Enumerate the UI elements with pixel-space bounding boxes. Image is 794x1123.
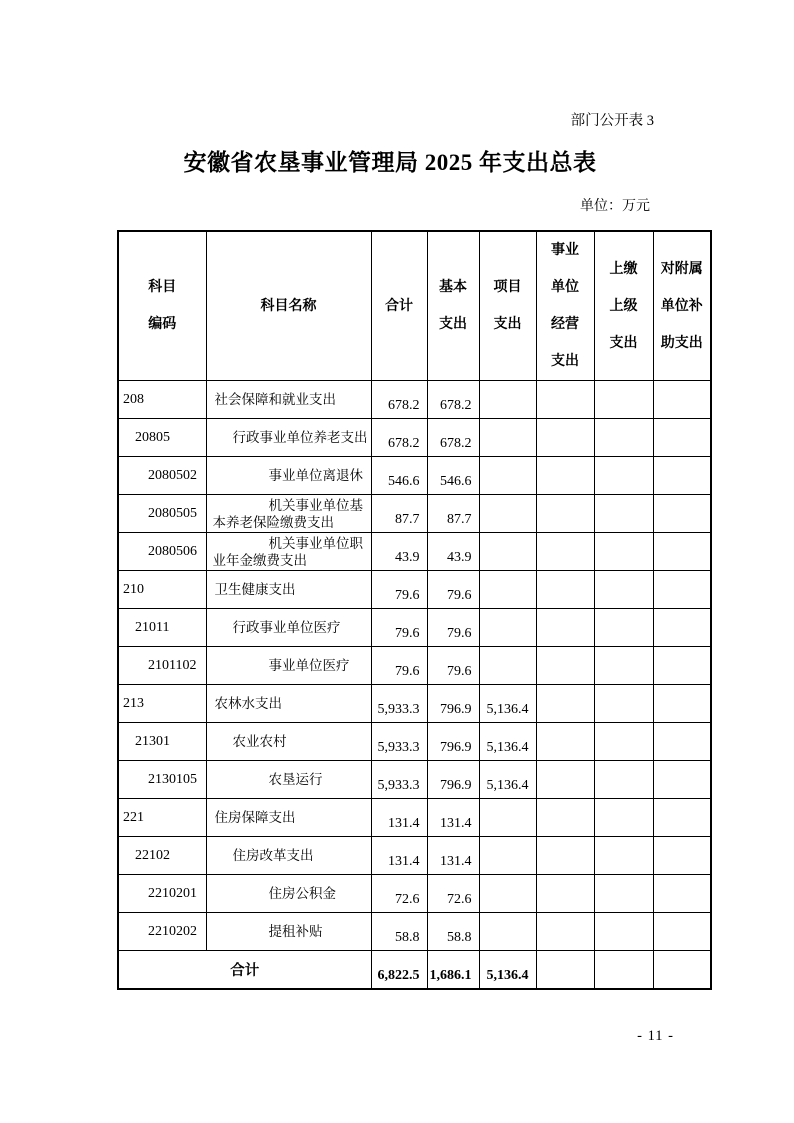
- table-row: [118, 685, 711, 723]
- subject-name-cell: 住房改革支出: [206, 837, 371, 875]
- total-value-cell-total: 6,822.5: [371, 951, 427, 989]
- value-cell-upper: [594, 913, 653, 951]
- subject-code-cell: 2210201: [118, 875, 206, 913]
- value-cell-project: [479, 381, 536, 419]
- column-header-code: 科目 编码: [118, 231, 206, 381]
- value-cell-basic: 43.9: [427, 533, 479, 571]
- value-cell-upper: [594, 457, 653, 495]
- value-cell-operating: [536, 533, 594, 571]
- value-cell-basic: 796.9: [427, 685, 479, 723]
- value-cell-upper: [594, 381, 653, 419]
- table-body: [118, 381, 711, 989]
- value-cell-upper: [594, 533, 653, 571]
- total-value-cell-upper: [594, 951, 653, 989]
- column-header-project: 项目 支出: [479, 231, 536, 381]
- value-cell-total: 5,933.3: [371, 761, 427, 799]
- table-row: [118, 609, 711, 647]
- subject-code-cell: 2101102: [118, 647, 206, 685]
- table-row: [118, 761, 711, 799]
- page-title: 安徽省农垦事业管理局 2025 年支出总表: [183, 150, 597, 175]
- subject-code-cell: 21011: [118, 609, 206, 647]
- value-cell-basic: 58.8: [427, 913, 479, 951]
- value-cell-operating: [536, 457, 594, 495]
- value-cell-project: 5,136.4: [479, 723, 536, 761]
- table-row: [118, 381, 711, 419]
- value-cell-total: 678.2: [371, 419, 427, 457]
- table-row: [118, 457, 711, 495]
- value-cell-affiliated: [653, 799, 711, 837]
- value-cell-project: [479, 533, 536, 571]
- column-header-total: 合计: [371, 231, 427, 381]
- column-header-affiliated: 对附属 单位补 助支出: [653, 231, 711, 381]
- column-header-operating: 事业 单位 经营 支出: [536, 231, 594, 381]
- table-header-row: [118, 231, 711, 381]
- value-cell-operating: [536, 799, 594, 837]
- total-value-cell-basic: 1,686.1: [427, 951, 479, 989]
- value-cell-affiliated: [653, 495, 711, 533]
- value-cell-affiliated: [653, 571, 711, 609]
- value-cell-basic: 796.9: [427, 723, 479, 761]
- value-cell-operating: [536, 761, 594, 799]
- subject-code-cell: 2080502: [118, 457, 206, 495]
- value-cell-operating: [536, 723, 594, 761]
- value-cell-upper: [594, 761, 653, 799]
- value-cell-upper: [594, 571, 653, 609]
- value-cell-upper: [594, 685, 653, 723]
- value-cell-total: 546.6: [371, 457, 427, 495]
- value-cell-basic: 796.9: [427, 761, 479, 799]
- value-cell-project: [479, 875, 536, 913]
- table-row: [118, 837, 711, 875]
- value-cell-basic: 131.4: [427, 799, 479, 837]
- subject-code-cell: 208: [118, 381, 206, 419]
- value-cell-operating: [536, 381, 594, 419]
- subject-name-cell: 社会保障和就业支出: [206, 381, 371, 419]
- value-cell-operating: [536, 609, 594, 647]
- subject-code-cell: 221: [118, 799, 206, 837]
- value-cell-upper: [594, 875, 653, 913]
- value-cell-basic: 546.6: [427, 457, 479, 495]
- expenditure-table: [117, 230, 712, 990]
- column-header-upper: 上缴 上级 支出: [594, 231, 653, 381]
- value-cell-total: 58.8: [371, 913, 427, 951]
- value-cell-upper: [594, 495, 653, 533]
- value-cell-total: 43.9: [371, 533, 427, 571]
- table-row: [118, 533, 711, 571]
- value-cell-affiliated: [653, 837, 711, 875]
- table-header: [118, 231, 711, 381]
- total-value-cell-affiliated: [653, 951, 711, 989]
- value-cell-upper: [594, 837, 653, 875]
- table-row: [118, 495, 711, 533]
- value-cell-operating: [536, 571, 594, 609]
- table-row: [118, 647, 711, 685]
- subject-name-cell: 事业单位医疗: [206, 647, 371, 685]
- value-cell-operating: [536, 647, 594, 685]
- value-cell-basic: 131.4: [427, 837, 479, 875]
- value-cell-basic: 72.6: [427, 875, 479, 913]
- subject-code-cell: 22102: [118, 837, 206, 875]
- value-cell-basic: 87.7: [427, 495, 479, 533]
- total-label-cell: 合计: [118, 951, 371, 989]
- value-cell-total: 131.4: [371, 837, 427, 875]
- value-cell-affiliated: [653, 457, 711, 495]
- value-cell-total: 678.2: [371, 381, 427, 419]
- value-cell-project: [479, 647, 536, 685]
- table-row: [118, 875, 711, 913]
- value-cell-total: 79.6: [371, 647, 427, 685]
- subject-code-cell: 213: [118, 685, 206, 723]
- table-row: [118, 913, 711, 951]
- total-value-cell-project: 5,136.4: [479, 951, 536, 989]
- subject-code-cell: 21301: [118, 723, 206, 761]
- value-cell-project: 5,136.4: [479, 761, 536, 799]
- value-cell-affiliated: [653, 913, 711, 951]
- value-cell-project: [479, 837, 536, 875]
- subject-code-cell: 2130105: [118, 761, 206, 799]
- subject-name-cell: 住房公积金: [206, 875, 371, 913]
- value-cell-affiliated: [653, 875, 711, 913]
- subject-name-cell: 行政事业单位养老支出: [206, 419, 371, 457]
- value-cell-affiliated: [653, 419, 711, 457]
- value-cell-project: [479, 457, 536, 495]
- value-cell-operating: [536, 875, 594, 913]
- subject-code-cell: 20805: [118, 419, 206, 457]
- subject-name-cell: 行政事业单位医疗: [206, 609, 371, 647]
- value-cell-total: 79.6: [371, 571, 427, 609]
- value-cell-affiliated: [653, 609, 711, 647]
- column-header-basic: 基本 支出: [427, 231, 479, 381]
- value-cell-project: [479, 495, 536, 533]
- value-cell-project: [479, 609, 536, 647]
- table-row: [118, 723, 711, 761]
- value-cell-total: 87.7: [371, 495, 427, 533]
- value-cell-basic: 678.2: [427, 381, 479, 419]
- page-number: - 11 -: [637, 1028, 674, 1044]
- value-cell-affiliated: [653, 647, 711, 685]
- subject-name-cell: 农业农村: [206, 723, 371, 761]
- subject-name-cell: 卫生健康支出: [206, 571, 371, 609]
- doc-label: 部门公开表 3: [570, 113, 654, 129]
- value-cell-project: [479, 571, 536, 609]
- subject-code-cell: 210: [118, 571, 206, 609]
- value-cell-basic: 79.6: [427, 609, 479, 647]
- subject-name-cell: 农垦运行: [206, 761, 371, 799]
- subject-name-cell: 事业单位离退休: [206, 457, 371, 495]
- subject-name-cell: 机关事业单位基本养老保险缴费支出: [206, 495, 371, 533]
- value-cell-upper: [594, 723, 653, 761]
- subject-name-cell: 住房保障支出: [206, 799, 371, 837]
- value-cell-affiliated: [653, 533, 711, 571]
- subject-code-cell: 2080505: [118, 495, 206, 533]
- value-cell-project: [479, 419, 536, 457]
- subject-code-cell: 2210202: [118, 913, 206, 951]
- value-cell-project: [479, 799, 536, 837]
- subject-code-cell: 2080506: [118, 533, 206, 571]
- value-cell-affiliated: [653, 381, 711, 419]
- value-cell-project: 5,136.4: [479, 685, 536, 723]
- value-cell-affiliated: [653, 685, 711, 723]
- subject-name-cell: 农林水支出: [206, 685, 371, 723]
- total-row: [118, 951, 711, 989]
- value-cell-upper: [594, 609, 653, 647]
- total-value-cell-operating: [536, 951, 594, 989]
- value-cell-operating: [536, 685, 594, 723]
- column-header-name: 科目名称: [206, 231, 371, 381]
- value-cell-total: 131.4: [371, 799, 427, 837]
- table-row: [118, 799, 711, 837]
- value-cell-operating: [536, 913, 594, 951]
- value-cell-total: 79.6: [371, 609, 427, 647]
- table-row: [118, 571, 711, 609]
- value-cell-affiliated: [653, 761, 711, 799]
- value-cell-total: 5,933.3: [371, 685, 427, 723]
- value-cell-basic: 79.6: [427, 571, 479, 609]
- value-cell-total: 72.6: [371, 875, 427, 913]
- value-cell-total: 5,933.3: [371, 723, 427, 761]
- value-cell-upper: [594, 647, 653, 685]
- value-cell-basic: 79.6: [427, 647, 479, 685]
- value-cell-operating: [536, 495, 594, 533]
- value-cell-upper: [594, 419, 653, 457]
- table-row: [118, 419, 711, 457]
- value-cell-operating: [536, 419, 594, 457]
- value-cell-affiliated: [653, 723, 711, 761]
- value-cell-operating: [536, 837, 594, 875]
- subject-name-cell: 机关事业单位职业年金缴费支出: [206, 533, 371, 571]
- subject-name-cell: 提租补贴: [206, 913, 371, 951]
- value-cell-basic: 678.2: [427, 419, 479, 457]
- value-cell-upper: [594, 799, 653, 837]
- value-cell-project: [479, 913, 536, 951]
- unit-note: 单位：万元: [580, 199, 650, 214]
